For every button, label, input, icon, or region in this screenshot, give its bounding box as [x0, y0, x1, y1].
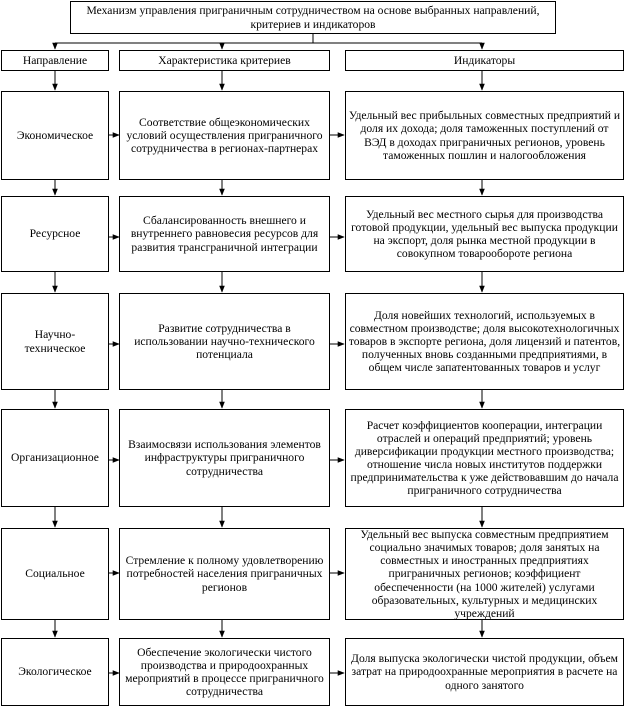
criteria-organizational: [119, 409, 330, 507]
direction-resource: [1, 196, 109, 272]
direction-social: [1, 528, 109, 620]
direction-label: Организационное: [11, 451, 99, 465]
criteria-ecological: [119, 638, 330, 706]
indicators-resource: [345, 196, 624, 272]
indicators-scientific: [345, 293, 624, 390]
direction-economic: [1, 91, 109, 180]
direction-organizational: [1, 409, 109, 507]
indicators-text: Доля выпуска экологически чистой продукции, объем затрат на природоохранные мероприятия в расчете на одного занятого: [351, 652, 618, 692]
indicators-social: [345, 528, 624, 620]
diagram-title: [70, 1, 556, 34]
diagram-title-text: Механизм управления приграничным сотрудничеством на основе выбранных направлений, критериев и индикаторов: [86, 4, 540, 31]
indicators-economic: [345, 91, 624, 180]
criteria-text: Взаимосвязи использования элементов инфраструктуры приграничного сотрудничества: [128, 438, 321, 478]
header-indicators-label: Индикаторы: [453, 53, 516, 67]
direction-label: Ресурсное: [29, 227, 81, 241]
header-direction-label: Направление: [22, 53, 88, 67]
criteria-resource: [119, 196, 330, 272]
header-indicators: [345, 50, 624, 71]
indicators-text: Расчет коэффициентов кооперации, интеграции отраслей и операций предприятий; уровень диверсификации продукции местного производства; отношение числа новых институтов поддержки предпринимательства к уже действовавшим до начала приграничного сотрудничества: [350, 418, 619, 498]
direction-label: Экономическое: [16, 128, 94, 142]
header-direction: [1, 50, 109, 71]
indicators-organizational: [345, 409, 624, 507]
direction-ecological: [1, 638, 109, 706]
indicators-ecological: [345, 638, 624, 706]
criteria-scientific: [119, 293, 330, 390]
indicators-text: Удельный вес прибыльных совместных предприятий и доля их дохода; доля таможенных поступлений от ВЭД в доходах приграничных регионов, уровень таможенных пошлин и налогообложения: [348, 109, 621, 162]
header-criteria-label: Характеристика критериев: [158, 53, 291, 67]
indicators-text: Доля новейших технологий, используемых в совместном производстве; доля высокотехнологичных товаров в экспорте региона, доля лицензий и патентов, полученных вновь созданными предприятиями, в общем числе запатентованных товаров и услуг: [348, 308, 621, 375]
criteria-text: Обеспечение экологически чистого производства и природоохранных мероприятий в процессе приграничного сотрудничества: [125, 645, 324, 699]
indicators-text: Удельный вес местного сырья для производства готовой продукции, удельный вес выпуска продукции на экспорт, доля рынка местной продукции в совокупном товарообороте региона: [351, 207, 618, 261]
criteria-economic: [119, 91, 330, 180]
criteria-text: Развитие сотрудничества в использовании научно-технического потенциала: [134, 321, 315, 362]
criteria-text: Сбалансированность внешнего и внутреннего равновесия ресурсов для развития трансграничной интеграции: [130, 214, 319, 254]
indicators-text: Удельный вес выпуска совместным предприятием социально значимых товаров; доля занятых на совместных и иностранных предприятиях приграничных регионов; коэффициент обеспеченности (на 1000 жителей) услугами образовательных, культурных и медицинских учреждений: [360, 528, 609, 620]
criteria-text: Стремление к полному удовлетворению потребностей населения приграничных регионов: [125, 554, 324, 594]
criteria-social: [119, 528, 330, 620]
direction-label: Социальное: [25, 567, 85, 581]
direction-label: Научно- техническое: [24, 328, 86, 355]
header-criteria: [119, 50, 330, 71]
criteria-text: Соответствие общеэкономических условий осуществления приграничного сотрудничества в регионах-партнерах: [126, 115, 323, 156]
direction-label: Экологическое: [18, 665, 92, 679]
direction-scientific: [1, 293, 109, 390]
